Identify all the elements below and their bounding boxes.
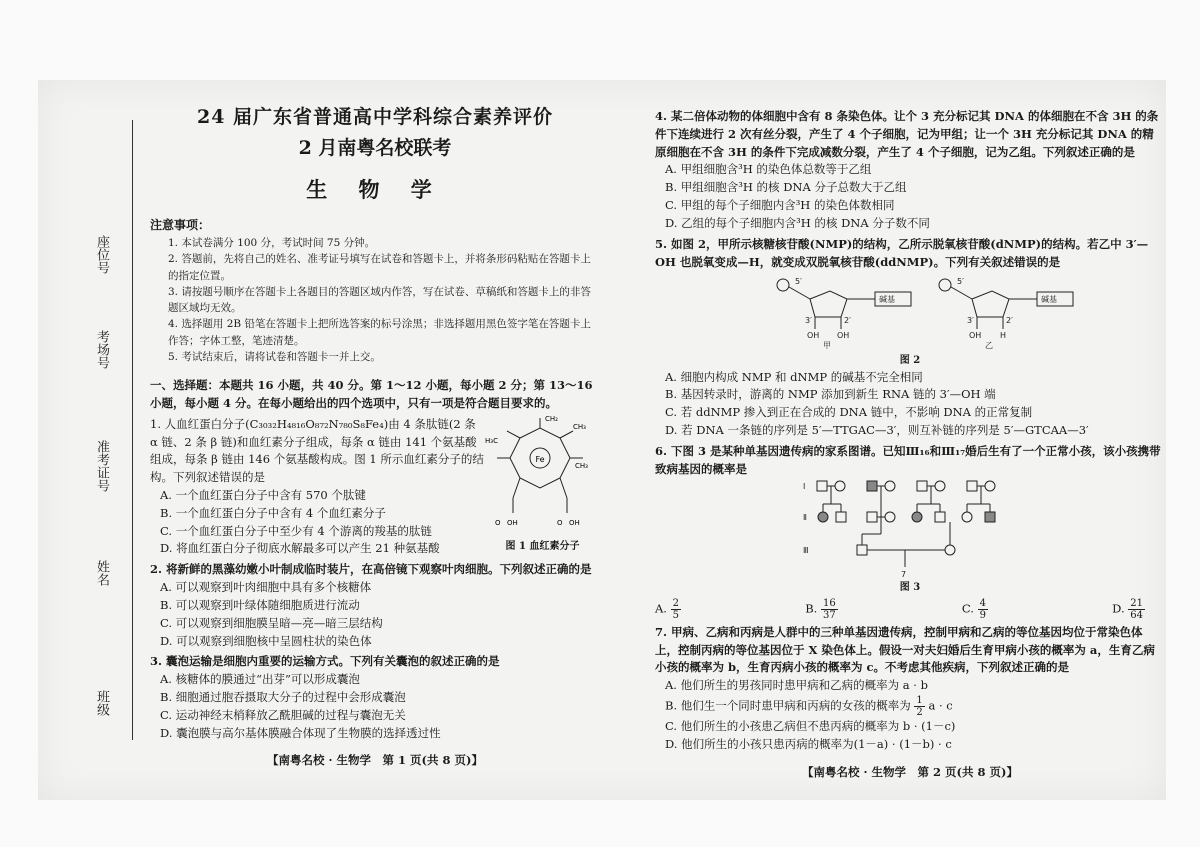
q6-option-d: D. $\frac{21}{64}$ [1112, 597, 1143, 621]
name-label: 姓名 [94, 560, 109, 586]
figure-3-caption: 图 3 [899, 582, 921, 594]
q4-option-c: C. 甲组的每个子细胞内含³H 的染色体数相同 [665, 198, 895, 213]
svg-text:OH: OH [507, 518, 518, 527]
svg-text:CH₃: CH₃ [573, 422, 586, 431]
question-5-stem: 5. 如图 2，甲所示核糖核苷酸(NMP)的结构，乙所示脱氧核苷酸(dNMP)的结构。若乙中 3′—OH 也脱氧变成—H，就变成双脱氧核苷酸(ddNMP)。下列有关叙述错误的是 [655, 236, 1149, 269]
q1-option-c: C. 一个血红蛋白分子中至少有 4 个游离的羧基的肽链 [160, 523, 432, 538]
svg-text:CH₃: CH₃ [575, 461, 588, 470]
exam-title-line1: 24 届广东省普通高中学科综合素养评价 [196, 106, 554, 128]
svg-text:2′: 2′ [844, 316, 851, 326]
svg-text:Fe: Fe [535, 454, 545, 464]
svg-text:乙: 乙 [985, 341, 993, 350]
svg-text:Ⅱ: Ⅱ [803, 512, 807, 522]
figure-3-pedigree [655, 479, 1165, 579]
q1-option-a: A. 一个血红蛋白分子中含有 570 个肽键 [160, 488, 366, 503]
q6-option-b: B. $\frac{16}{37}$ [805, 597, 836, 621]
q5-option-b: B. 基因转录时，游离的 NMP 添加到新生 RNA 链的 3′—OH 端 [665, 387, 996, 402]
svg-text:OH: OH [969, 331, 982, 341]
q4-option-a: A. 甲组细胞含³H 的染色体总数等于乙组 [665, 162, 872, 177]
q3-option-b: B. 细胞通过胞吞摄取大分子的过程中会形成囊泡 [160, 689, 406, 704]
figure-2-caption: 图 2 [899, 355, 921, 367]
note-item: 1. 本试卷满分 100 分，考试时间 75 分钟。 [168, 237, 376, 250]
svg-text:O: O [495, 518, 501, 527]
svg-text:CH₂: CH₂ [545, 414, 558, 423]
svg-text:OH: OH [807, 331, 820, 341]
q6-option-c: C. $\frac{4}{9}$ [961, 597, 986, 621]
note-item: 2. 答题前，先将自己的姓名、准考证号填写在试卷和答题卡上，并将条形码粘贴在答题卡上的指定位置。 [168, 253, 591, 282]
seat-label: 座位号 [94, 235, 109, 274]
room-label: 考场号 [94, 330, 109, 369]
q3-option-c: C. 运动神经末梢释放乙酰胆碱的过程与囊泡无关 [160, 707, 406, 722]
q7-option-c: C. 他们所生的小孩患乙病但不患丙病的概率为 b · (1－c) [665, 719, 956, 734]
question-6-stem: 6. 下图 3 是某种单基因遗传病的家系图谱。已知Ⅲ₁₆和Ⅲ₁₇婚后生有了一个正常小孩，该小孩携带致病基因的概率是 [655, 443, 1161, 476]
q2-option-a: A. 可以观察到叶肉细胞中具有多个核糖体 [160, 580, 372, 595]
note-item: 5. 考试结束后，请将试卷和答题卡一并上交。 [168, 350, 381, 363]
question-1-stem: 1. 人血红蛋白分子(C₃₀₃₂H₄₈₁₆O₈₇₂N₇₈₀S₈Fe₄)由 4 条肽链(2 条 α 链、2 条 β 链)和血红素分子组成，每条 α 链由 141 个氨基酸组成，每条 β 链由 146 个氨基酸构成。图 1 所示血红素分子的结构。下列叙述错误的是 [150, 416, 484, 485]
q6-options [655, 598, 1165, 621]
section-heading: 一、选择题：本题共 16 小题，共 40 分。第 1～12 小题，每小题 2 分；第 13～16 小题，每小题 4 分。在每小题给出的四个选项中，只有一项是符合题目要求的。 [150, 378, 593, 410]
svg-text:Ⅰ: Ⅰ [803, 481, 806, 491]
q1-option-d: D. 将血红蛋白分子彻底水解最多可以产生 21 种氨基酸 [160, 541, 440, 556]
note-item: 4. 选择题用 2B 铅笔在答题卡上把所选答案的标号涂黑；非选择题用黑色签字笔在答题卡上作答；字体工整，笔迹清楚。 [168, 318, 591, 347]
svg-text:H: H [1000, 331, 1007, 341]
page-1-footer: 【南粤名校 · 生物学 第 1 页(共 8 页)】 [267, 753, 483, 768]
q7-option-d: D. 他们所生的小孩只患丙病的概率为(1－a) · (1－b) · c [665, 736, 952, 751]
class-label: 班级 [94, 690, 109, 716]
figure-1-caption: 图 1 血红素分子 [505, 540, 580, 552]
q7-option-a: A. 他们所生的男孩同时患甲病和乙病的概率为 a · b [665, 678, 928, 693]
question-7-stem: 7. 甲病、乙病和丙病是人群中的三种单基因遗传病，控制甲病和乙病的等位基因均位于常染色体上，控制丙病的等位基因位于 X 染色体上。假设一对夫妇婚后生育甲病小孩的概率为 a，生育乙病小孩的概率为 b，生育丙病小孩的概率为 c。不考虑其他疾病，下列叙述正确的是 [655, 624, 1155, 675]
subject-title: 生 物 学 [306, 176, 444, 202]
q2-option-c: C. 可以观察到细胞膜呈暗—亮—暗三层结构 [160, 615, 383, 630]
q4-option-b: B. 甲组细胞含³H 的核 DNA 分子总数大于乙组 [665, 180, 907, 195]
q5-option-c: C. 若 ddNMP 掺入到正在合成的 DNA 链中，不影响 DNA 的正常复制 [665, 405, 1033, 420]
notes-heading: 注意事项： [150, 218, 211, 233]
exam-title-line2: 2 月南粤名校联考 [298, 137, 452, 160]
q5-option-a: A. 细胞内构成 NMP 和 dNMP 的碱基不完全相同 [665, 369, 923, 384]
q3-option-d: D. 囊泡膜与高尔基体膜融合体现了生物膜的选择透过性 [160, 725, 441, 740]
figure-2-nucleotides [655, 271, 1165, 349]
svg-text:2′: 2′ [1006, 316, 1013, 326]
svg-text:O: O [557, 518, 563, 527]
svg-text:OH: OH [569, 518, 580, 527]
heme-structure-diagram [485, 413, 600, 533]
note-item: 3. 请按题号顺序在答题卡上各题目的答题区域内作答，写在试卷、草稿纸和答题卡上的非答题区域均无效。 [168, 285, 591, 315]
svg-text:3′: 3′ [967, 316, 974, 326]
svg-text:5′: 5′ [957, 277, 964, 287]
q5-option-d: D. 若 DNA 一条链的序列是 5′—TTGAC—3′，则互补链的序列是 5′—GTCAA—3′ [665, 423, 1089, 438]
q4-option-d: D. 乙组的每个子细胞内含³H 的核 DNA 分子数不同 [665, 215, 930, 230]
svg-text:OH: OH [837, 331, 850, 341]
svg-text:碱基: 碱基 [879, 295, 895, 305]
q2-option-d: D. 可以观察到细胞核中呈圆柱状的染色体 [160, 633, 372, 648]
svg-text:甲: 甲 [823, 341, 831, 350]
q7-option-b: B. 他们生一个同时患甲病和丙病的女孩的概率为 $\frac{1}{2}$ a · c [665, 695, 953, 719]
q6-option-a: A. $\frac{2}{5}$ [655, 597, 679, 621]
svg-text:7: 7 [901, 569, 907, 579]
svg-text:5′: 5′ [795, 277, 802, 287]
question-3-stem: 3. 囊泡运输是细胞内重要的运输方式。下列有关囊泡的叙述正确的是 [150, 654, 500, 669]
svg-text:碱基: 碱基 [1041, 295, 1057, 305]
q2-option-b: B. 可以观察到叶绿体随细胞质进行流动 [160, 597, 360, 612]
binding-line [132, 120, 133, 740]
svg-text:3′: 3′ [805, 316, 812, 326]
page-2-footer: 【南粤名校 · 生物学 第 2 页(共 8 页)】 [802, 764, 1018, 779]
q1-option-b: B. 一个血红蛋白分子中含有 4 个血红素分子 [160, 505, 386, 520]
question-4-stem: 4. 某二倍体动物的体细胞中含有 8 条染色体。让个 3 充分标记其 DNA 的体细胞在不含 3H 的条件下连续进行 2 次有丝分裂，产生了 4 个子细胞，记为甲组；让一个 3H 充分标记其 DNA 的精原细胞在不含 3H 的条件下完成减数分裂，产生了 4 个子细胞，记为乙组。下列叙述正确的是 [655, 109, 1159, 159]
page-1 [150, 95, 600, 770]
question-2-stem: 2. 将新鲜的黑藻幼嫩小叶制成临时装片，在高倍镜下观察叶肉细胞。下列叙述正确的是 [150, 562, 592, 577]
svg-text:Ⅲ: Ⅲ [803, 545, 809, 555]
svg-text:H₃C: H₃C [485, 436, 498, 445]
page-2 [655, 105, 1165, 782]
ticket-label: 准考证号 [94, 440, 109, 492]
figure-1 [485, 413, 600, 559]
q3-option-a: A. 核糖体的膜通过“出芽”可以形成囊泡 [160, 672, 360, 687]
